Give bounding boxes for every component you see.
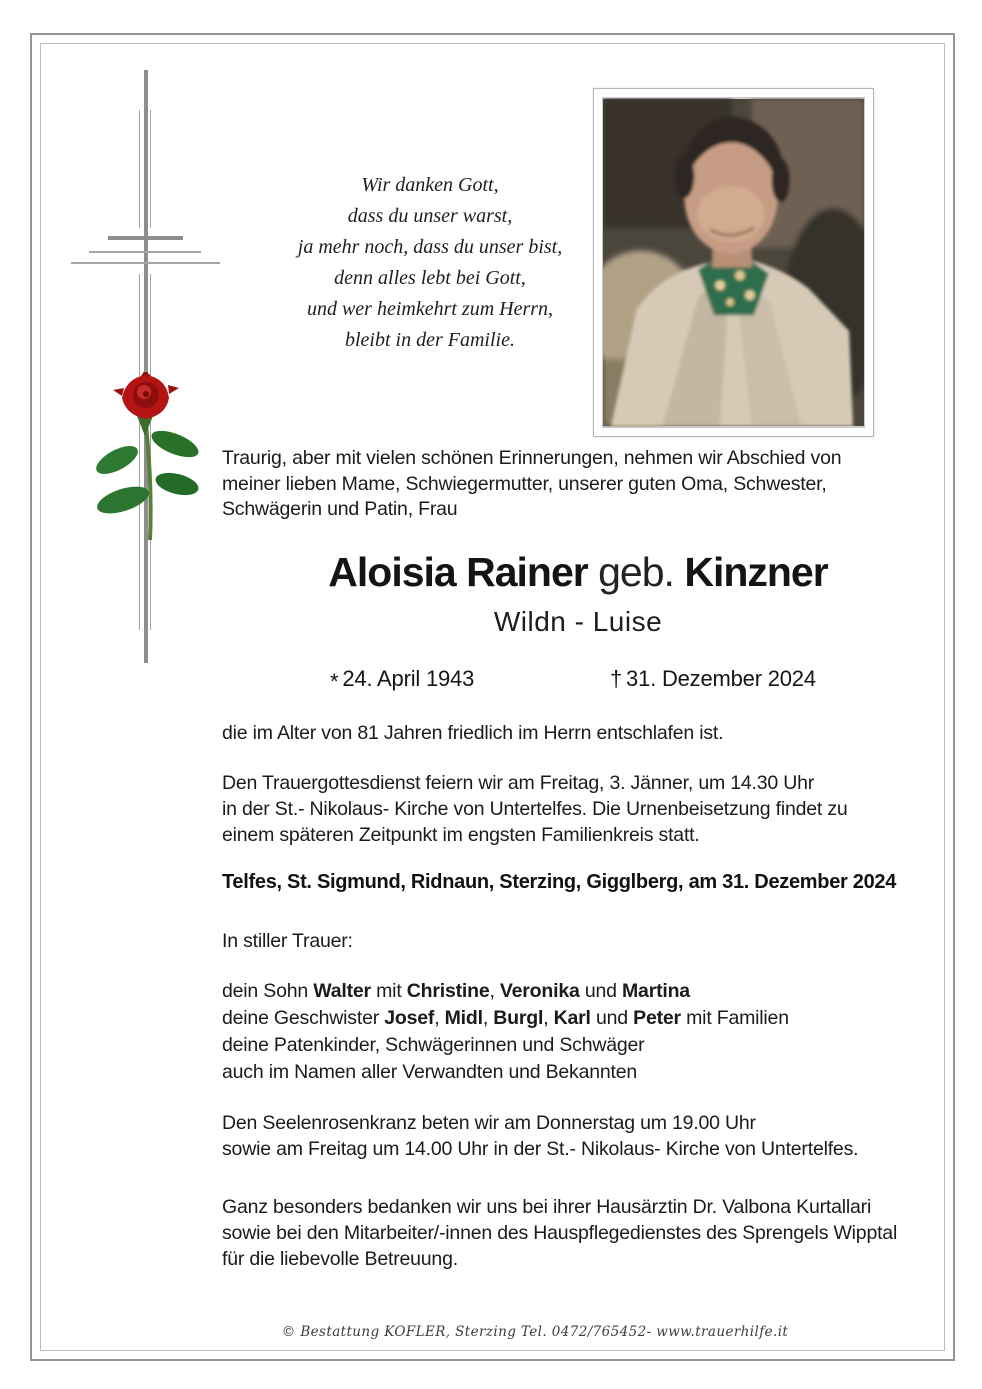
poem-line: ja mehr noch, dass du unser bist, xyxy=(297,236,563,258)
deceased-nickname: Wildn - Luise xyxy=(493,606,663,638)
death-date-text: 31. Dezember 2024 xyxy=(626,666,816,691)
intro-line: Traurig, aber mit vielen schönen Erinnerungen, nehmen wir Abschied von xyxy=(222,447,842,469)
memorial-poem xyxy=(160,170,700,356)
intro-line: Schwägerin und Patin, Frau xyxy=(222,498,458,520)
rosary-paragraph xyxy=(222,1110,858,1162)
mourner-line: dein Sohn Walter mit Christine, Veronika und Martina xyxy=(222,980,690,1002)
thanks-line: sowie bei den Mitarbeiter/-innen des Hauspflegedienstes des Sprengels Wipptal xyxy=(222,1222,898,1244)
poem-line: bleibt in der Familie. xyxy=(345,329,515,351)
rosary-line: sowie am Freitag um 14.00 Uhr in der St.- Nikolaus- Kirche von Untertelfes. xyxy=(222,1138,859,1160)
thanks-line: Ganz besonders bedanken wir uns bei ihrer Hausärztin Dr. Valbona Kurtallari xyxy=(222,1196,872,1218)
deceased-name xyxy=(222,549,934,596)
mourning-title: In stiller Trauer: xyxy=(222,930,353,952)
death-cross-symbol: † xyxy=(610,666,623,691)
thanks-line: für die liebevolle Betreuung. xyxy=(222,1248,458,1270)
funeral-home-credit: © Bestattung KOFLER, Sterzing Tel. 0472/765452- www.trauerhilfe.it xyxy=(281,1324,789,1340)
poem-line: Wir danken Gott, xyxy=(361,174,499,196)
service-line: Den Trauergottesdienst feiern wir am Freitag, 3. Jänner, um 14.30 Uhr xyxy=(222,772,815,794)
deceased-name-connector: geb. xyxy=(598,549,674,595)
birth-date xyxy=(330,666,474,692)
deceased-name-primary: Aloisia Rainer xyxy=(328,549,588,595)
mourner-line: deine Patenkinder, Schwägerinnen und Schwäger xyxy=(222,1034,645,1056)
mourners-list xyxy=(222,978,789,1086)
poem-line: und wer heimkehrt zum Herrn, xyxy=(306,298,554,320)
mourner-line: deine Geschwister Josef, Midl, Burgl, Karl und Peter mit Familien xyxy=(222,1007,789,1029)
age-line: die im Alter von 81 Jahren friedlich im Herrn entschlafen ist. xyxy=(222,722,724,744)
intro-line: meiner lieben Mame, Schwiegermutter, unserer guten Oma, Schwester, xyxy=(222,472,827,495)
deceased-maiden-name: Kinzner xyxy=(684,549,828,595)
introduction-text xyxy=(222,446,841,523)
birth-star-symbol: * xyxy=(330,669,339,694)
service-line: einem späteren Zeitpunkt im engsten Familienkreis statt. xyxy=(222,824,700,846)
places-date-line: Telfes, St. Sigmund, Ridnaun, Sterzing, Gigglberg, am 31. Dezember 2024 xyxy=(222,871,897,893)
death-date xyxy=(610,666,816,692)
red-rose-icon xyxy=(93,372,205,544)
thanks-paragraph xyxy=(222,1194,897,1272)
service-line: in der St.- Nikolaus- Kirche von Untertelfes. Die Urnenbeisetzung findet zu xyxy=(222,798,848,820)
poem-line: denn alles lebt bei Gott, xyxy=(334,267,526,289)
rosary-line: Den Seelenrosenkranz beten wir am Donnerstag um 19.00 Uhr xyxy=(222,1112,756,1134)
poem-line: dass du unser warst, xyxy=(347,205,513,227)
service-paragraph xyxy=(222,770,848,848)
mourner-line: auch im Namen aller Verwandten und Bekannten xyxy=(222,1061,638,1083)
birth-date-text: 24. April 1943 xyxy=(342,666,475,691)
